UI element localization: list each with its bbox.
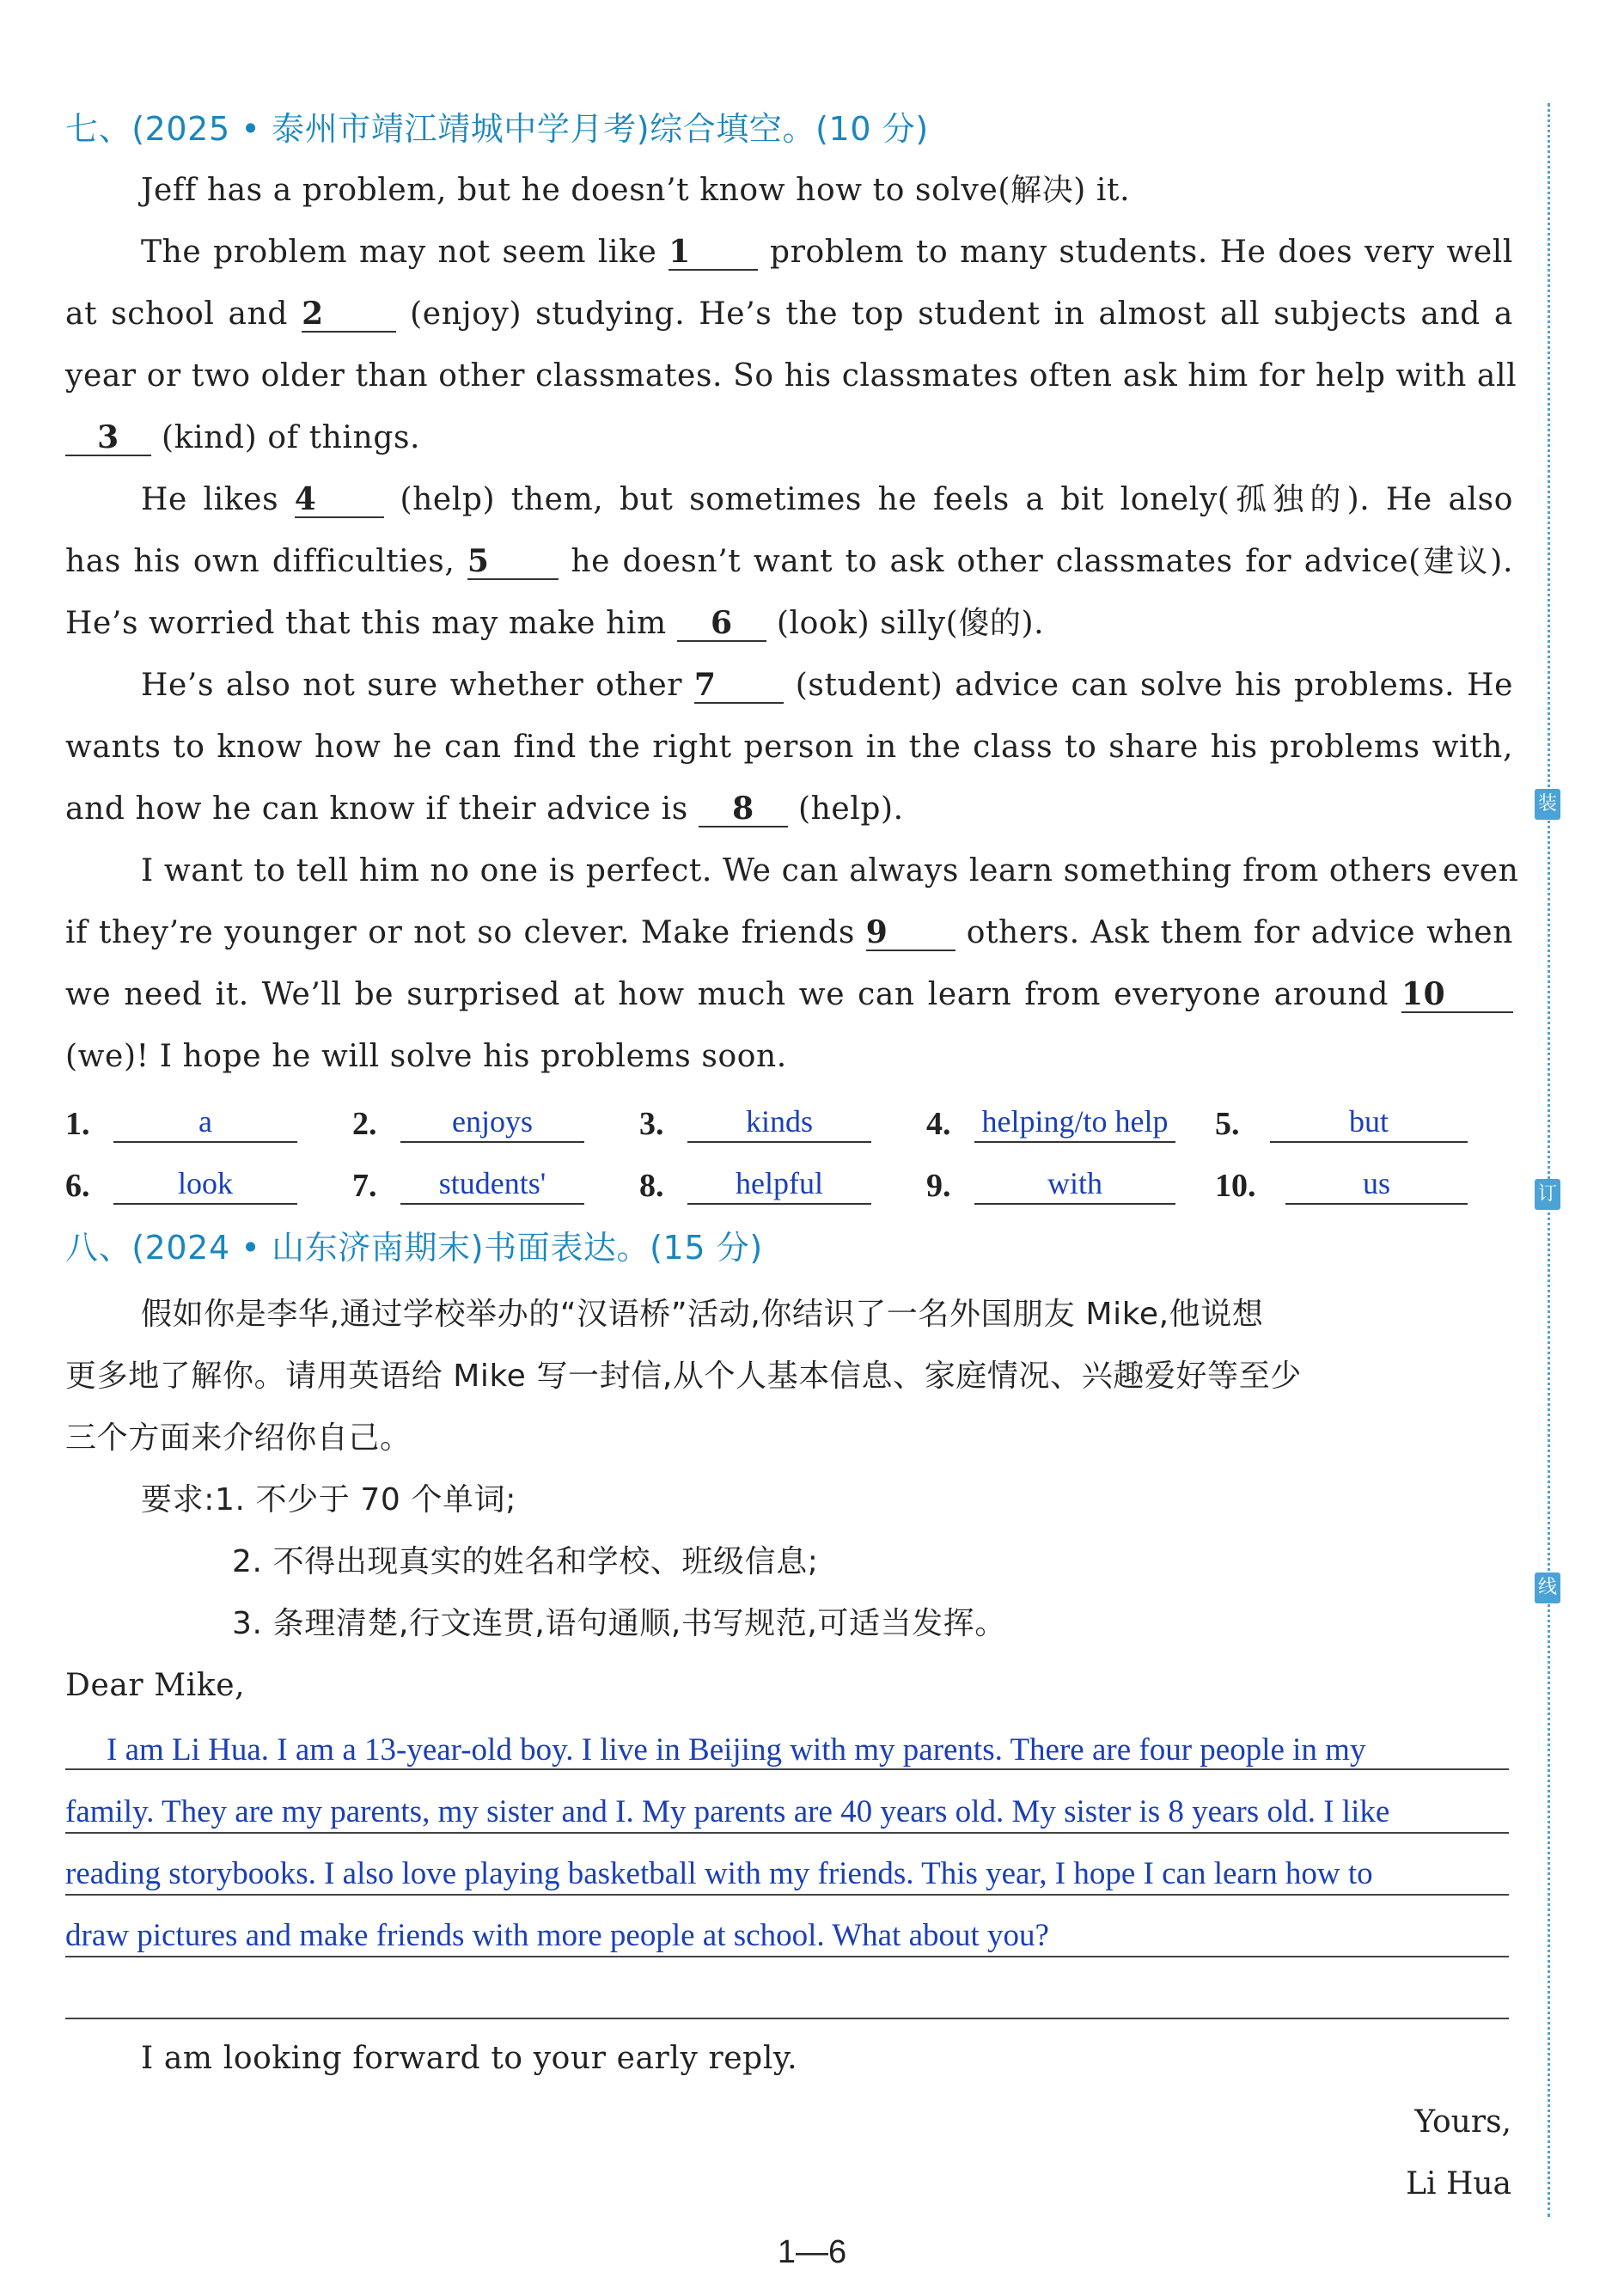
- blank-2: 2: [302, 296, 396, 333]
- answer-num: 7.: [352, 1168, 377, 1204]
- signature: Li Hua: [1406, 2166, 1511, 2201]
- p2-line3: [65, 603, 1513, 644]
- text: has his own difficulties,: [65, 544, 455, 579]
- text: (help).: [797, 791, 904, 827]
- p3-line1: [65, 665, 1513, 706]
- letter-line[interactable]: draw pictures and make friends with more people at school. What about you?: [65, 1916, 1509, 1957]
- p4-line2: [65, 913, 1513, 954]
- prompt-line-2: 更多地了解你。请用英语给 Mike 写一封信,从个人基本信息、家庭情况、兴趣爱好等至少: [65, 1359, 1302, 1394]
- text: (student) advice can solve his problems. He: [795, 668, 1513, 703]
- answer-num: 4.: [926, 1106, 951, 1142]
- prompt-line-3: 三个方面来介绍你自己。: [65, 1420, 412, 1456]
- text: He’s also not sure whether other: [141, 668, 683, 703]
- answer-field[interactable]: us: [1285, 1165, 1468, 1205]
- p1-line4: [65, 418, 1513, 459]
- answer-num: 1.: [65, 1106, 90, 1142]
- margin-tag: 线: [1535, 1572, 1560, 1603]
- blank-8: 8: [699, 791, 788, 827]
- blank-3: 3: [65, 420, 151, 456]
- answer-num: 8.: [639, 1168, 664, 1204]
- text: problem to many students. He does very well: [770, 235, 1513, 270]
- text: (look) silly(傻的).: [776, 606, 1045, 641]
- text: (kind) of things.: [162, 420, 421, 455]
- p1-line1: [65, 232, 1513, 273]
- section8-heading: 八、(2024 • 山东济南期末)书面表达。(15 分): [65, 1229, 763, 1267]
- text: He likes: [141, 482, 279, 517]
- text: (help) them, but sometimes he feels a bit lonely(孤独的). He also: [400, 482, 1513, 517]
- p1-line3: year or two older than other classmates. So his classmates often ask him for help with all: [65, 358, 1517, 394]
- requirement-1: [65, 1480, 1513, 1521]
- requirement-2: 2. 不得出现真实的姓名和学校、班级信息;: [232, 1544, 819, 1579]
- p4-line1: I want to tell him no one is perfect. We can always learn something from others even: [141, 853, 1519, 889]
- requirement-label: 要求:: [141, 1482, 215, 1518]
- text: others. Ask them for advice when: [966, 915, 1513, 950]
- p2-line1: [65, 479, 1513, 521]
- letter-line[interactable]: family. They are my parents, my sister and I. My parents are 40 years old. My sister is 8 years old. I like: [65, 1792, 1509, 1834]
- answer-field[interactable]: enjoys: [400, 1103, 584, 1143]
- answers-row-2: [65, 1162, 1513, 1210]
- text: if they’re younger or not so clever. Make friends: [65, 915, 855, 950]
- section7-heading: 七、(2025 • 泰州市靖江靖城中学月考)综合填空。(10 分): [65, 110, 929, 148]
- answer-field[interactable]: but: [1270, 1103, 1468, 1143]
- blank-9: 9: [866, 915, 955, 951]
- answers-row-1: [65, 1100, 1513, 1148]
- answer-field[interactable]: with: [974, 1165, 1175, 1205]
- text: He’s worried that this may make him: [65, 606, 667, 641]
- blank-10: 10: [1401, 977, 1513, 1013]
- blank-4: 4: [295, 482, 384, 518]
- margin-tag: 装: [1535, 789, 1560, 820]
- blank-1: 1: [669, 235, 758, 271]
- text: The problem may not seem like: [141, 235, 657, 270]
- p4-line3: [65, 974, 1513, 1016]
- answer-num: 3.: [639, 1106, 664, 1142]
- salutation: Dear Mike,: [65, 1668, 246, 1703]
- answer-field[interactable]: look: [113, 1165, 297, 1205]
- p4-line4: (we)! I hope he will solve his problems soon.: [65, 1039, 787, 1074]
- signoff: Yours,: [1414, 2104, 1511, 2140]
- text: and how he can know if their advice is: [65, 791, 688, 827]
- section7-intro: Jeff has a problem, but he doesn’t know how to solve(解决) it.: [141, 173, 1131, 208]
- page-number: 1—6: [777, 2234, 847, 2270]
- requirement-3: 3. 条理清楚,行文连贯,语句通顺,书写规范,可适当发挥。: [232, 1606, 1006, 1641]
- p2-line2: [65, 541, 1513, 583]
- answer-num: 10.: [1215, 1168, 1256, 1204]
- answer-num: 5.: [1215, 1106, 1240, 1142]
- answer-field[interactable]: students': [400, 1165, 584, 1205]
- letter-line[interactable]: [65, 1978, 1509, 2019]
- letter-line[interactable]: reading storybooks. I also love playing basketball with my friends. This year, I hope I can learn how to: [65, 1854, 1509, 1896]
- text: we need it. We’ll be surprised at how much we can learn from everyone around: [65, 977, 1389, 1012]
- blank-6: 6: [677, 606, 766, 642]
- p3-line2: wants to know how he can find the right person in the class to share his problems with,: [65, 730, 1513, 765]
- text: (enjoy) studying. He’s the top student in almost all subjects and a: [410, 296, 1513, 332]
- letter-line[interactable]: I am Li Hua. I am a 13-year-old boy. I live in Beijing with my parents. There are four people in my: [65, 1731, 1509, 1770]
- answer-num: 2.: [352, 1106, 377, 1142]
- answer-field[interactable]: helpful: [687, 1165, 871, 1205]
- answer-field[interactable]: a: [113, 1103, 297, 1143]
- p3-line3: [65, 789, 1513, 830]
- answer-field[interactable]: kinds: [687, 1103, 871, 1143]
- text: at school and: [65, 296, 289, 332]
- blank-7: 7: [694, 668, 784, 704]
- text: 1. 不少于 70 个单词;: [214, 1482, 516, 1518]
- blank-5: 5: [467, 544, 559, 580]
- p1-line2: [65, 294, 1513, 335]
- closing-line: I am looking forward to your early reply.: [141, 2041, 798, 2076]
- answer-num: 9.: [926, 1168, 951, 1204]
- margin-tag: 订: [1535, 1179, 1560, 1210]
- text: he doesn’t want to ask other classmates for advice(建议).: [571, 544, 1513, 579]
- answer-num: 6.: [65, 1168, 90, 1204]
- prompt-line-1: 假如你是李华,通过学校举办的“汉语桥”活动,你结识了一名外国朋友 Mike,他说想: [141, 1297, 1264, 1332]
- binding-margin-line: [1548, 103, 1550, 2217]
- answer-field[interactable]: helping/to help: [974, 1103, 1175, 1143]
